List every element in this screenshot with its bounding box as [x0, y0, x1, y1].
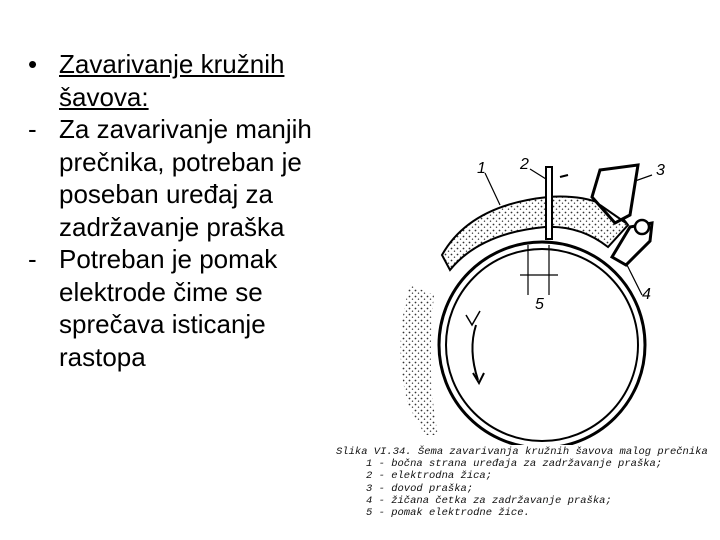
label-3: 3	[656, 162, 665, 179]
label-2: 2	[520, 156, 529, 173]
bullet-item	[28, 48, 358, 113]
leader-line-1	[485, 173, 500, 205]
label-1: 1	[477, 160, 486, 177]
electrode-wire	[546, 167, 552, 239]
bullet-text: Za zavarivanje manjih prečnika, potreban je poseban uređaj za zadržavanje praška	[59, 114, 312, 242]
bullet-text: Potreban je pomak elektrode čime se sprečava isticanje rastopa	[59, 244, 278, 372]
brush-pivot	[635, 220, 649, 234]
leader-line-2	[530, 169, 546, 179]
wire-feed-arrow	[560, 175, 568, 177]
bullet-marker: -	[28, 114, 37, 144]
bullet-marker: •	[28, 49, 38, 79]
slide-text	[28, 48, 358, 373]
label-5: 5	[535, 296, 544, 313]
pipe-outer-wall	[439, 242, 645, 445]
figure-caption	[336, 446, 716, 519]
flux-powder-spill	[400, 285, 438, 435]
bullet-item	[28, 243, 358, 373]
caption-title: Slika VI.34. Šema zavarivanja kružnih šavova malog prečnika	[336, 446, 708, 458]
caption-item: 2 - elektrodna žica;	[366, 470, 493, 483]
label-4: 4	[642, 286, 651, 303]
caption-item: 3 - dovod praška;	[366, 482, 474, 495]
welding-diagram	[330, 145, 710, 445]
bullet-item	[28, 113, 358, 243]
caption-item: 5 - pomak elektrodne žice.	[366, 507, 530, 520]
bullet-marker: -	[28, 244, 37, 274]
caption-item: 1 - bočna strana uređaja za zadržavanje praška;	[366, 458, 663, 471]
caption-item: 4 - žičana četka za zadržavanje praška;	[366, 494, 612, 507]
bullet-heading: Zavarivanje kružnih šavova:	[59, 49, 285, 112]
